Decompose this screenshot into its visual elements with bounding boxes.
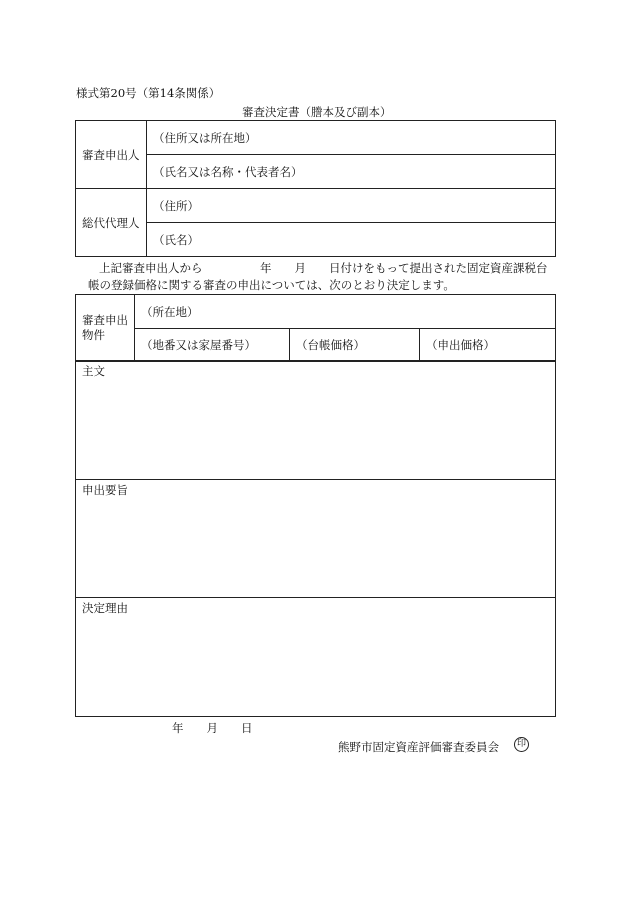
applicant-label: 審査申出人 — [76, 121, 147, 189]
applicant-address-field[interactable]: （住所又は所在地） — [147, 121, 556, 155]
decision-sections-table — [75, 360, 556, 717]
agent-label: 総代代理人 — [76, 189, 147, 257]
reason-label: 決定理由 — [82, 601, 128, 615]
main-text-section[interactable] — [76, 361, 556, 480]
claimed-price-field[interactable]: （申出価格） — [420, 329, 556, 362]
committee-name: 熊野市固定資産評価審査委員会 — [338, 740, 499, 754]
applicant-name-field[interactable]: （氏名又は名称・代表者名） — [147, 155, 556, 189]
statement-line-1: 上記審査申出人から 年 月 日付けをもって提出された固定資産課税台 — [99, 261, 548, 275]
summary-section[interactable] — [76, 480, 556, 598]
agent-address-field[interactable]: （住所） — [147, 189, 556, 223]
property-label-line-1: 審査申出 — [82, 313, 128, 327]
main-text-label: 主文 — [82, 364, 105, 378]
ledger-price-field[interactable]: （台帳価格） — [290, 329, 420, 362]
statement-line-2: 帳の登録価格に関する審査の申出については、次のとおり決定します。 — [88, 278, 455, 292]
property-lot-field[interactable]: （地番又は家屋番号） — [135, 329, 290, 362]
document-title: 審査決定書（謄本及び副本） — [242, 105, 392, 119]
applicant-agent-table — [75, 120, 556, 257]
property-table — [75, 294, 556, 362]
seal-mark: 印 — [514, 737, 529, 752]
property-location-field[interactable]: （所在地） — [135, 295, 556, 329]
decision-date: 年 月 日 — [172, 721, 253, 735]
property-label — [76, 295, 135, 362]
summary-label: 申出要旨 — [82, 483, 128, 497]
form-number: 様式第20号（第14条関係） — [76, 86, 221, 100]
reason-section[interactable] — [76, 598, 556, 717]
agent-name-field[interactable]: （氏名） — [147, 223, 556, 257]
property-label-line-2: 物件 — [82, 328, 105, 342]
